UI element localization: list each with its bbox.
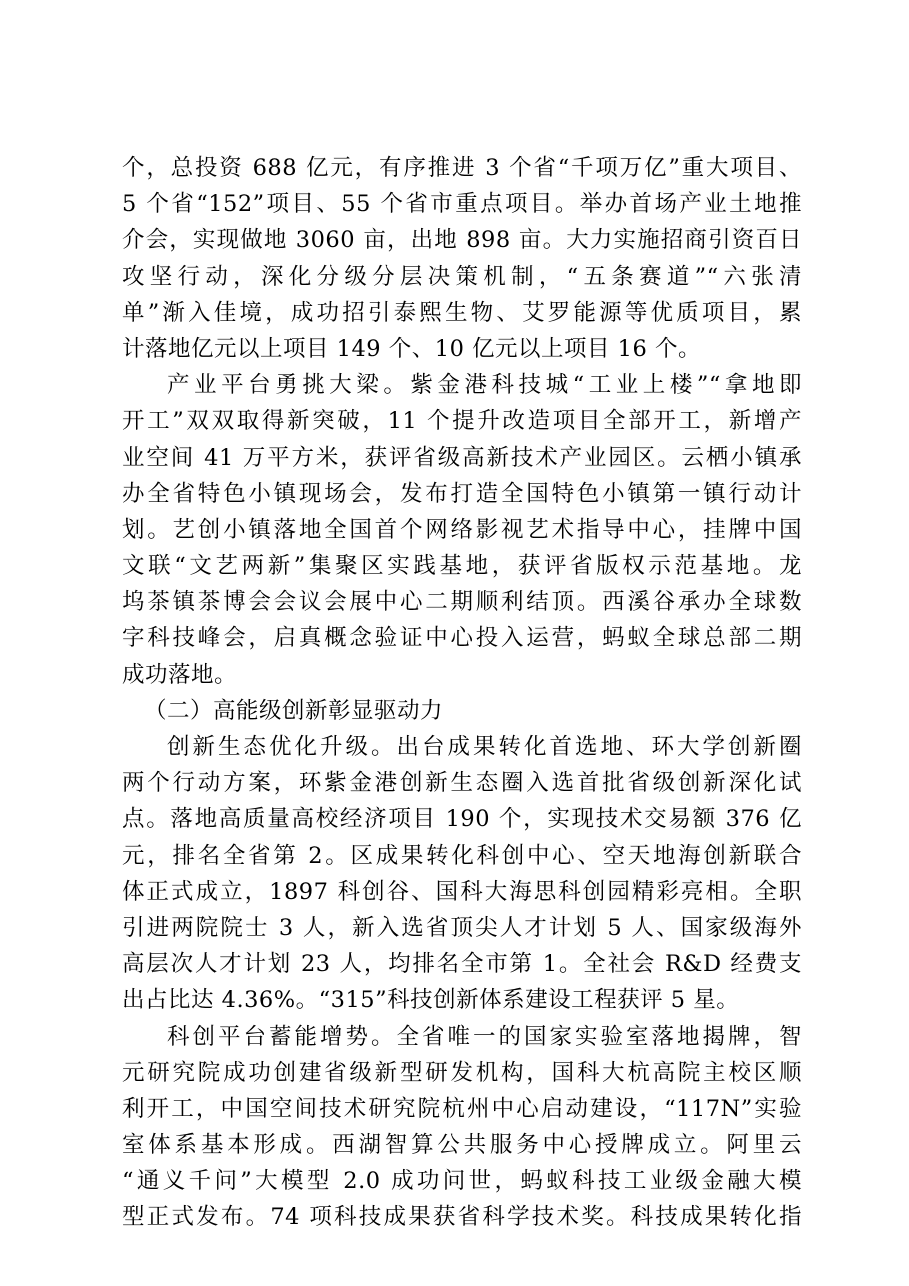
paragraph-line: 体正式成立，1897 科创谷、国科大海思科创园精彩亮相。全职 [122,878,802,905]
paragraph-line: 出占比达 4.36%。“315”科技创新体系建设工程获评 5 星。 [122,987,740,1014]
paragraph-line: “通义千问”大模型 2.0 成功问世，蚂蚁科技工业级金融大模 [122,1168,802,1195]
document-body [122,150,802,1236]
paragraph-line: 元，排名全省第 2。区成果转化科创中心、空天地海创新联合 [122,842,802,869]
paragraph-line: 开工”双双取得新突破，11 个提升改造项目全部开工，新增产 [122,408,802,435]
paragraph-line: 5 个省“152”项目、55 个省市重点项目。举办首场产业土地推 [122,191,802,218]
section-heading: （二）高能级创新彰显驱动力 [144,697,444,724]
paragraph-line: 攻坚行动，深化分级分层决策机制，“五条赛道”“六张清 [122,263,802,290]
paragraph-line: 字科技峰会，启真概念验证中心投入运营，蚂蚁全球总部二期 [122,625,802,652]
paragraph-line: 业空间 41 万平方米，获评省级高新技术产业园区。云栖小镇承 [122,444,802,471]
paragraph-line: 单”渐入佳境，成功招引泰熙生物、艾罗能源等优质项目，累 [122,299,802,326]
paragraph-line: 文联“文艺两新”集聚区实践基地，获评省版权示范基地。龙 [122,553,802,580]
paragraph-line: 个，总投资 688 亿元，有序推进 3 个省“千项万亿”重大项目、 [122,155,802,181]
paragraph-line: 元研究院成功创建省级新型研发机构，国科大杭高院主校区顺 [122,1059,802,1086]
paragraph-line: 介会，实现做地 3060 亩，出地 898 亩。大力实施招商引资百日 [122,227,802,254]
paragraph-line: 室体系基本形成。西湖智算公共服务中心授牌成立。阿里云 [122,1132,802,1159]
paragraph-line: 成功落地。 [122,661,238,688]
paragraph-line: 科创平台蓄能增势。全省唯一的国家实验室落地揭牌，智 [167,1023,802,1050]
paragraph-line: 两个行动方案，环紫金港创新生态圈入选首批省级创新深化试 [122,770,802,797]
paragraph-line: 高层次人才计划 23 人，均排名全市第 1。全社会 R&D 经费支 [122,951,802,978]
paragraph-line: 办全省特色小镇现场会，发布打造全国特色小镇第一镇行动计 [122,480,802,507]
paragraph-line: 引进两院院士 3 人，新入选省顶尖人才计划 5 人、国家级海外 [122,914,802,941]
paragraph-line: 创新生态优化升级。出台成果转化首选地、环大学创新圈 [167,734,802,760]
paragraph-line: 计落地亿元以上项目 149 个、10 亿元以上项目 16 个。 [122,335,701,362]
paragraph-line: 产业平台勇挑大梁。紫金港科技城“工业上楼”“拿地即 [167,372,802,399]
paragraph-line: 划。艺创小镇落地全国首个网络影视艺术指导中心，挂牌中国 [122,516,802,543]
paragraph-line: 型正式发布。74 项科技成果获省科学技术奖。科技成果转化指 [122,1204,802,1231]
paragraph-line: 利开工，中国空间技术研究院杭州中心启动建设，“117N”实验 [122,1095,802,1122]
paragraph-line: 点。落地高质量高校经济项目 190 个，实现技术交易额 376 亿 [122,806,802,833]
paragraph-line: 坞茶镇茶博会会议会展中心二期顺利结顶。西溪谷承办全球数 [122,589,802,616]
